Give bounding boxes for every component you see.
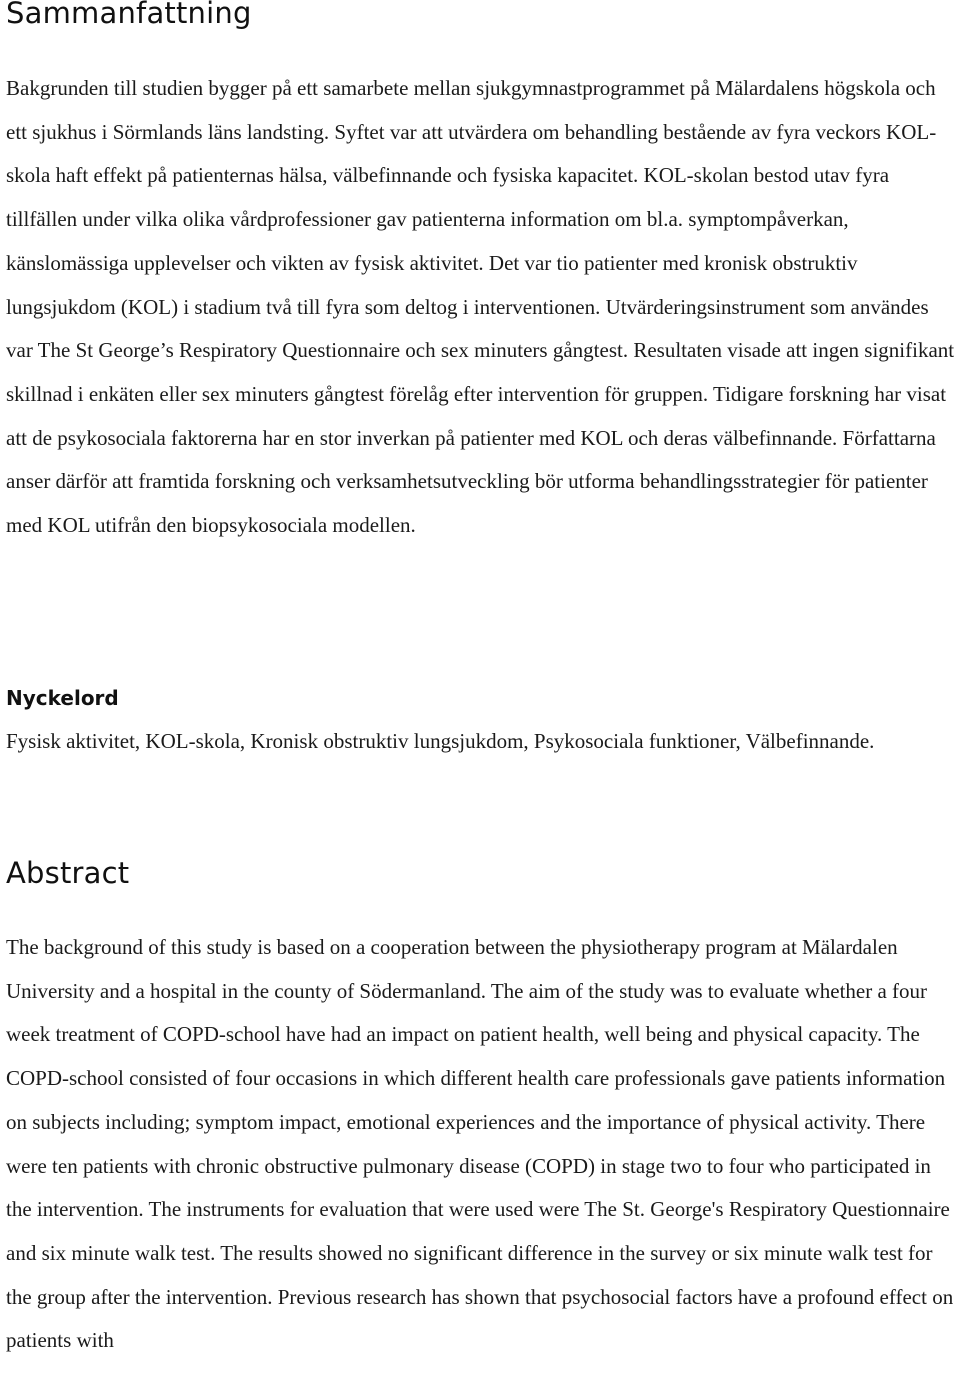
abstract-heading: Abstract xyxy=(6,856,130,890)
abstract-paragraph: The background of this study is based on a cooperation between the physiotherapy program at Mälardalen University and a hospital in the county of Södermanland. The aim of the study was to evaluate whether a four week treatment of COPD-school have had an impact on patient health, well being and physical capacity. The COPD-school consisted of four occasions in which different health care professionals gave patients information on subjects including; symptom impact, emotional experiences and the importance of physical activity. There were ten patients with chronic obstructive pulmonary disease (COPD) in stage two to four who participated in the intervention. The instruments for evaluation that were used were The St. George's Respiratory Questionnaire and six minute walk test. The results showed no significant difference in the survey or six minute walk test for the group after the intervention. Previous research has shown that psychosocial factors have a profound effect on patients with xyxy=(6,935,954,1353)
sammanfattning-heading: Sammanfattning xyxy=(6,0,252,30)
nyckelord-paragraph: Fysisk aktivitet, KOL-skola, Kronisk obstruktiv lungsjukdom, Psykosociala funktioner, Välbefinnande. xyxy=(6,729,875,753)
sammanfattning-paragraph: Bakgrunden till studien bygger på ett samarbete mellan sjukgymnastprogrammet på Mälardalens högskola och ett sjukhus i Sörmlands läns landsting. Syftet var att utvärdera om behandling bestående av fyra veckors KOL-skola haft effekt på patienternas hälsa, välbefinnande och fysiska kapacitet. KOL-skolan bestod utav fyra tillfällen under vilka olika vårdprofessioner gav patienterna information om bl.a. symptompåverkan, känslomässiga upplevelser och vikten av fysisk aktivitet. Det var tio patienter med kronisk obstruktiv lungsjukdom (KOL) i stadium två till fyra som deltog i interventionen. Utvärderingsinstrument som användes var The St George’s Respiratory Questionnaire och sex minuters gångtest. Resultaten visade att ingen signifikant skillnad i enkäten eller sex minuters gångtest förelåg efter intervention för gruppen. Tidigare forskning har visat att de psykosociala faktorerna har en stor inverkan på patienter med KOL och deras välbefinnande. Författarna anser därför att framtida forskning och verksamhetsutveckling bör utforma behandlingsstrategier för patienter med KOL utifrån den biopsykosociala modellen. xyxy=(6,76,955,538)
nyckelord-heading: Nyckelord xyxy=(6,686,119,710)
